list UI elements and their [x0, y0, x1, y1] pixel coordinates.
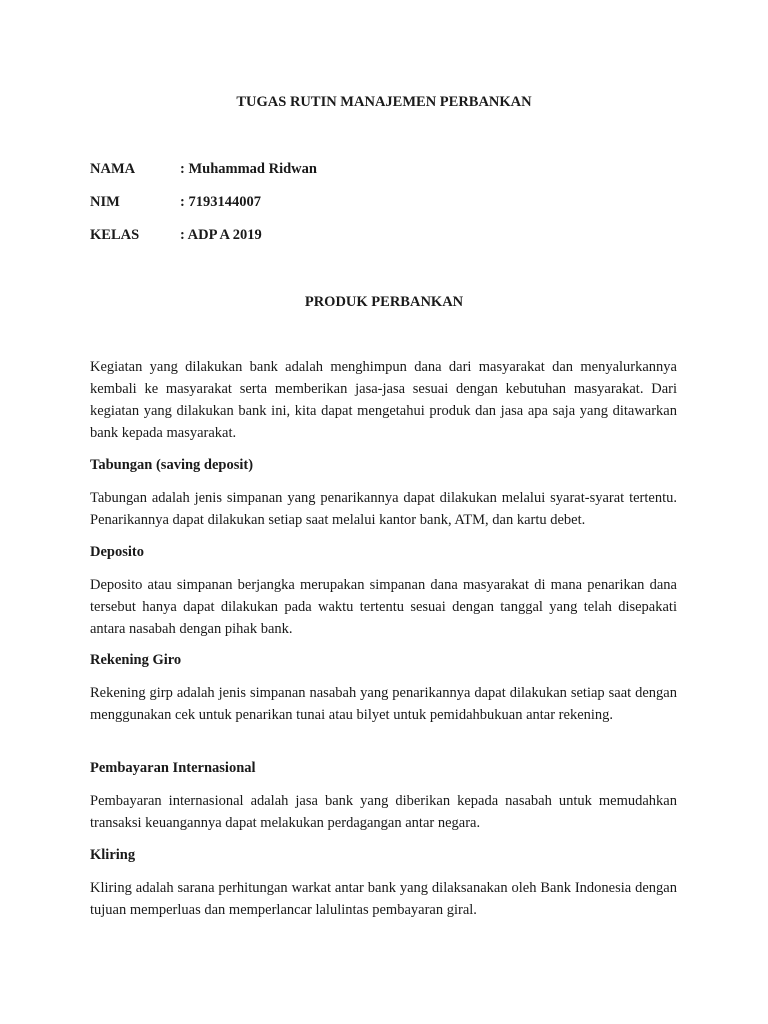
identity-label: KELAS — [90, 227, 140, 243]
product-heading-pembayaran-internasional: Pembayaran Internasional — [90, 760, 256, 776]
document-title: TUGAS RUTIN MANAJEMEN PERBANKAN — [236, 94, 532, 110]
identity-value: : 7193144007 — [180, 194, 261, 210]
intro-paragraph: Kegiatan yang dilakukan bank adalah menghimpun dana dari masyarakat dan menyalurkannya kembali ke masyarakat serta memberikan jasa-jasa sesuai dengan kebutuhan masyarakat. Dari kegiatan yang dilakukan bank ini, kita dapat mengetahui produk dan jasa apa saja yang ditawarkan bank kepada masyarakat. — [90, 359, 677, 441]
product-text-tabungan: Tabungan adalah jenis simpanan yang penarikannya dapat dilakukan melalui syarat-syarat tertentu. Penarikannya dapat dilakukan setiap saat melalui kantor bank, ATM, dan kartu debet. — [90, 490, 677, 528]
product-heading-deposito: Deposito — [90, 544, 144, 560]
identity-row-nim — [90, 192, 261, 212]
product-text-pembayaran-internasional: Pembayaran internasional adalah jasa bank yang diberikan kepada nasabah untuk memudahkan transaksi keuangannya dapat melakukan perdagangan antar negara. — [90, 793, 677, 831]
product-text-deposito: Deposito atau simpanan berjangka merupakan simpanan dana masyarakat di mana penarikan dana tersebut hanya dapat dilakukan pada waktu tertentu sesuai dengan tanggal yang telah disepakati antara nasabah dengan pihak bank. — [90, 577, 677, 637]
product-heading-tabungan: Tabungan (saving deposit) — [90, 457, 254, 473]
identity-label: NIM — [90, 194, 120, 210]
product-text-rekening-giro: Rekening girp adalah jenis simpanan nasabah yang penarikannya dapat dilakukan setiap saat dengan menggunakan cek untuk penarikan tunai atau bilyet untuk pemidahbukuan antar rekening. — [90, 685, 677, 723]
identity-row-kelas — [90, 225, 262, 245]
section-title: PRODUK PERBANKAN — [304, 294, 464, 310]
product-text-kliring: Kliring adalah sarana perhitungan warkat antar bank yang dilaksanakan oleh Bank Indonesia dengan tujuan memperluas dan memperlancar lalulintas pembayaran giral. — [90, 880, 677, 918]
product-heading-kliring: Kliring — [90, 847, 136, 863]
identity-value: : Muhammad Ridwan — [180, 161, 317, 177]
identity-label: NAMA — [90, 161, 136, 177]
product-heading-rekening-giro: Rekening Giro — [90, 652, 182, 668]
identity-value: : ADP A 2019 — [180, 227, 262, 243]
identity-row-nama — [90, 159, 317, 179]
